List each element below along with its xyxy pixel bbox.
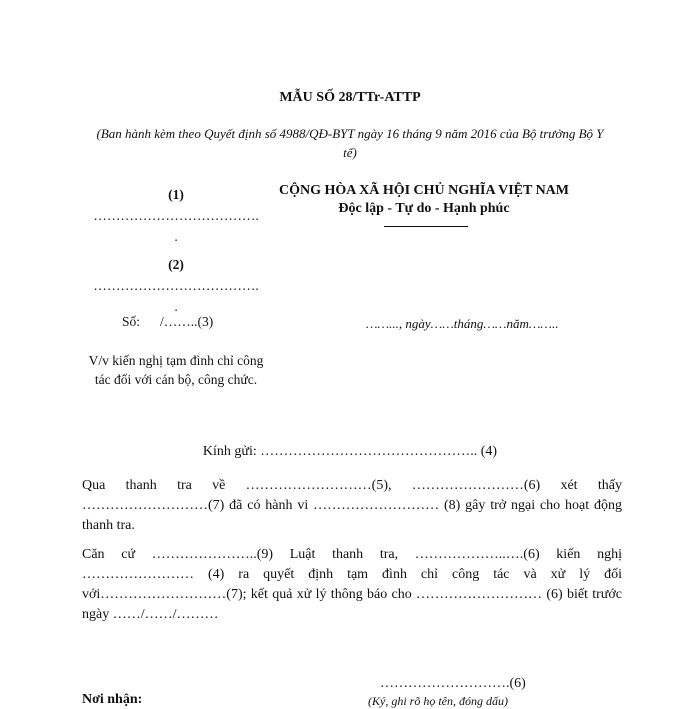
motto-underline [384, 226, 468, 227]
agency-block-1 [78, 184, 274, 247]
signer-line: ……………………….(6) [380, 676, 526, 691]
document-number [122, 314, 213, 330]
document-number-label: Số: [122, 314, 141, 329]
decree-reference: (Ban hành kèm theo Quyết định số 4988/QĐ-BYT ngày 16 tháng 9 năm 2016 của Bộ trưởng Bộ Y tế) [96, 126, 604, 160]
body-paragraph-2: Căn cứ …………………..(9) Luật thanh tra, ………………..….(6) kiến nghị …………………… (4) ra quyết định tạm đình chỉ công tác và xử lý đối với………………………(7); kết quả xử lý thông báo cho ……………………… (6) biết trước ngày ……/……/……… [82, 547, 622, 622]
republic-name: CỘNG HÒA XÃ HỘI CHỦ NGHĨA VIỆT NAM [278, 183, 569, 198]
date-line: ……..., ngày……tháng……năm…….. [366, 316, 559, 331]
agency-1-line: ………………………………. [93, 208, 259, 223]
agency-1-label: (1) [168, 187, 184, 202]
agency-block-2 [78, 254, 274, 317]
subject-line: V/v kiến nghị tạm đình chỉ công tác đối với cán bộ, công chức. [88, 353, 264, 387]
addressee-line: Kính gửi: ……………………………………….. (4) [202, 444, 498, 459]
recipients-label: Nơi nhận: [82, 692, 143, 707]
agency-2-dot: . [174, 299, 178, 314]
national-header [274, 182, 574, 218]
form-title: MẪU SỐ 28/TTr-ATTP [279, 90, 421, 105]
agency-1-dot: . [174, 229, 178, 244]
signature-note: (Ký, ghi rõ họ tên, đóng dấu) [368, 694, 508, 708]
document-number-value: /……..(3) [160, 314, 214, 329]
agency-2-label: (2) [168, 257, 184, 272]
body-paragraph-1: Qua thanh tra về ………………………(5), ……………………(6) xét thấy ………………………(7) đã có hành vi ……………………… (8) gây trở ngại cho hoạt động thanh tra. [82, 478, 622, 533]
national-motto: Độc lập - Tự do - Hạnh phúc [338, 201, 510, 216]
agency-2-line: ………………………………. [93, 278, 259, 293]
